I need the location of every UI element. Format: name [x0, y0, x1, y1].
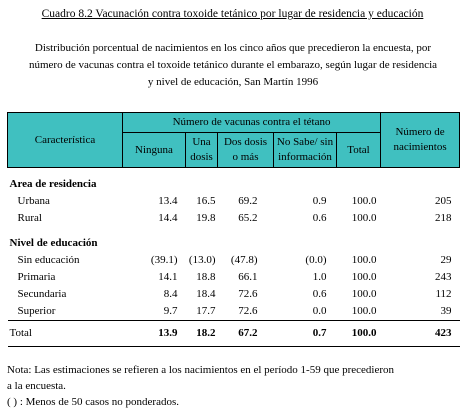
cell-total: 100.0	[351, 195, 377, 207]
header-nacimientos-line: nacimientos	[393, 141, 447, 153]
row-label: Total	[8, 321, 123, 347]
header-nacimientos-line: Número de	[395, 126, 445, 138]
row-label: Sin educación	[17, 254, 80, 266]
section-header-row	[8, 168, 460, 194]
header-no-sabe-line: información	[278, 151, 332, 163]
cell-nacimientos: 423	[381, 321, 460, 347]
cell-ninguna: 8.4	[163, 288, 178, 300]
header-no-sabe	[274, 133, 337, 168]
cell-total: 100.0	[351, 305, 377, 317]
cell-no-sabe: 0.7	[274, 321, 337, 347]
cell-dos-dosis: 65.2	[238, 212, 258, 224]
table-row	[8, 269, 460, 286]
cell-una-dosis: 18.2	[186, 321, 218, 347]
note-line: Nota: Las estimaciones se refieren a los nacimientos en el período 1-59 que precedieron	[7, 364, 394, 376]
row-label: Rural	[17, 212, 42, 224]
cell-ninguna: 14.1	[158, 271, 178, 283]
header-vacunas-group: Número de vacunas contra el tétano	[123, 113, 381, 133]
cell-nacimientos: 39	[440, 305, 452, 317]
cell-dos-dosis: 66.1	[238, 271, 258, 283]
subtitle-line: número de vacunas contra el toxoide tetánico durante el embarazo, según lugar de residencia	[28, 59, 438, 71]
cell-total: 100.0	[351, 271, 377, 283]
cell-ninguna: 14.4	[158, 212, 178, 224]
header-caracteristica: Característica	[8, 113, 123, 168]
cell-una-dosis: 18.8	[196, 271, 216, 283]
cell-no-sabe: 1.0	[312, 271, 327, 283]
cell-total: 100.0	[337, 321, 381, 347]
cell-dos-dosis: 72.6	[238, 288, 258, 300]
cell-no-sabe: 0.0	[312, 305, 327, 317]
cell-una-dosis: (13.0)	[188, 254, 216, 266]
table-subtitle	[18, 40, 448, 91]
note-line: ( ) : Menos de 50 casos no ponderados.	[7, 396, 179, 408]
table-row	[8, 210, 460, 227]
cell-no-sabe: (0.0)	[305, 254, 327, 266]
row-label: Primaria	[17, 271, 56, 283]
header-una-dosis-line: dosis	[190, 151, 213, 163]
row-label: Urbana	[17, 195, 50, 207]
header-no-sabe-line: No Sabe/ sin	[276, 136, 334, 148]
cell-nacimientos: 218	[435, 212, 452, 224]
row-label: Secundaria	[17, 288, 67, 300]
cell-una-dosis: 16.5	[196, 195, 216, 207]
cell-nacimientos: 205	[435, 195, 452, 207]
table-notes	[7, 362, 459, 410]
cell-total: 100.0	[351, 212, 377, 224]
section-label: Area de residencia	[9, 178, 97, 190]
header-dos-dosis-line: o más	[232, 151, 259, 163]
total-row	[8, 321, 460, 347]
header-ninguna: Ninguna	[123, 133, 186, 168]
subtitle-line: Distribución porcentual de nacimientos en los cinco años que precedieron la encuesta, por	[34, 42, 432, 54]
table-row	[8, 286, 460, 303]
cell-dos-dosis: 69.2	[238, 195, 258, 207]
table-title: Cuadro 8.2 Vacunación contra toxoide tetánico por lugar de residencia y educación	[41, 8, 424, 20]
cell-dos-dosis: 72.6	[238, 305, 258, 317]
cell-dos-dosis: 67.2	[218, 321, 274, 347]
cell-una-dosis: 19.8	[196, 212, 216, 224]
cell-ninguna: 9.7	[163, 305, 178, 317]
cell-ninguna: (39.1)	[150, 254, 178, 266]
data-table	[7, 112, 460, 347]
cell-una-dosis: 18.4	[196, 288, 216, 300]
header-una-dosis-line: Una	[192, 136, 211, 148]
cell-nacimientos: 243	[435, 271, 452, 283]
data-table-wrapper	[7, 112, 459, 347]
cell-no-sabe: 0.6	[312, 212, 327, 224]
table-row	[8, 193, 460, 210]
cell-dos-dosis: (47.8)	[230, 254, 258, 266]
table-row	[8, 252, 460, 269]
header-una-dosis	[186, 133, 218, 168]
section-header-row	[8, 227, 460, 252]
table-body	[8, 168, 460, 347]
cell-una-dosis: 17.7	[196, 305, 216, 317]
table-row	[8, 303, 460, 321]
subtitle-line: y nivel de educación, San Martín 1996	[147, 76, 319, 88]
cell-ninguna: 13.4	[158, 195, 178, 207]
header-dos-dosis	[218, 133, 274, 168]
cell-total: 100.0	[351, 288, 377, 300]
cell-no-sabe: 0.6	[312, 288, 327, 300]
cell-total: 100.0	[351, 254, 377, 266]
note-line: a la encuesta.	[7, 380, 66, 392]
cell-nacimientos: 112	[435, 288, 452, 300]
cell-no-sabe: 0.9	[312, 195, 327, 207]
row-label: Superior	[17, 305, 56, 317]
table-header	[8, 113, 460, 168]
header-total: Total	[337, 133, 381, 168]
header-dos-dosis-line: Dos dosis	[223, 136, 268, 148]
cell-nacimientos: 29	[440, 254, 452, 266]
header-nacimientos	[381, 113, 460, 168]
section-label: Nivel de educación	[9, 237, 98, 249]
cell-ninguna: 13.9	[123, 321, 186, 347]
